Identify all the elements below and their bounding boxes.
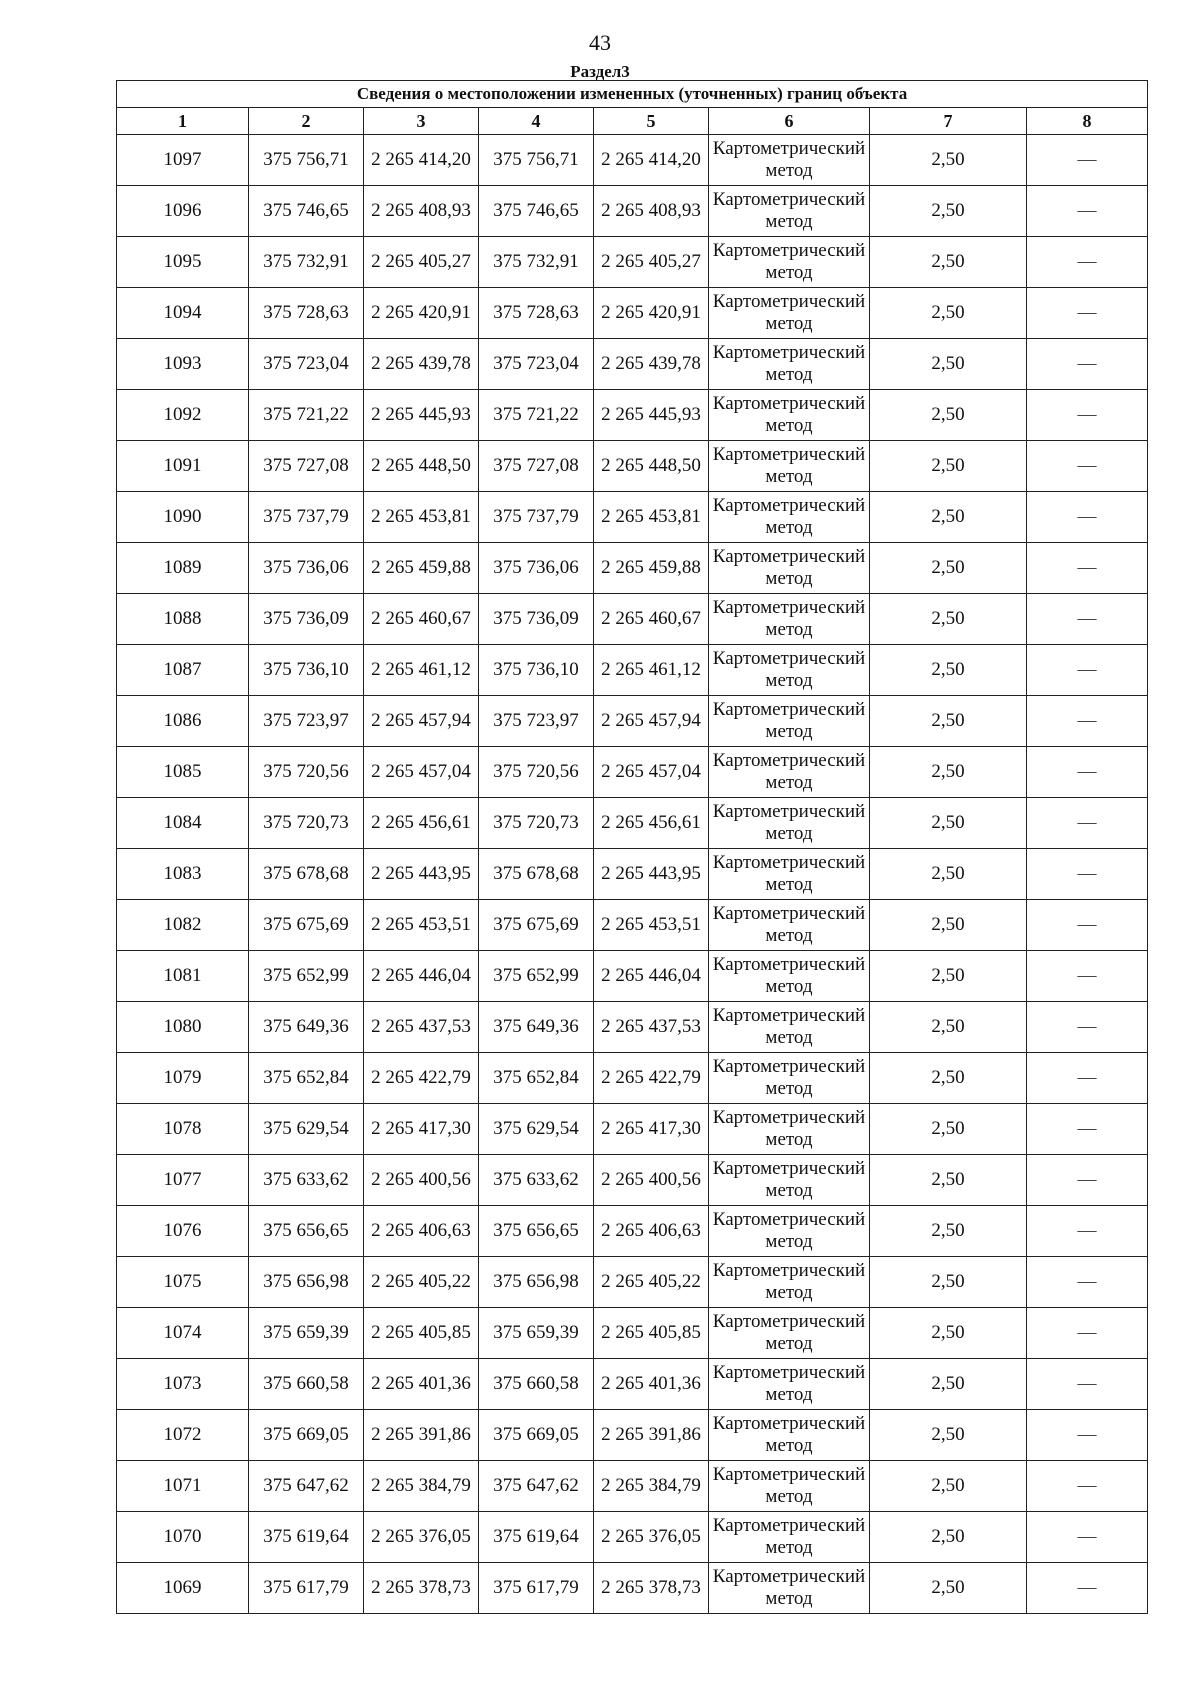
description-cell: — (1027, 1104, 1148, 1155)
y-coordinate-existing-cell: 2 265 445,93 (364, 390, 479, 441)
x-coordinate-refined-cell: 375 652,99 (479, 951, 594, 1002)
accuracy-cell: 2,50 (870, 900, 1027, 951)
y-coordinate-refined-cell: 2 265 448,50 (594, 441, 709, 492)
x-coordinate-existing-cell: 375 720,56 (249, 747, 364, 798)
y-coordinate-refined-cell: 2 265 437,53 (594, 1002, 709, 1053)
column-header: 2 (249, 108, 364, 135)
description-cell: — (1027, 645, 1148, 696)
accuracy-cell: 2,50 (870, 288, 1027, 339)
description-cell: — (1027, 1155, 1148, 1206)
description-cell: — (1027, 1308, 1148, 1359)
y-coordinate-existing-cell: 2 265 461,12 (364, 645, 479, 696)
table-row (117, 1308, 1148, 1359)
x-coordinate-existing-cell: 375 647,62 (249, 1461, 364, 1512)
accuracy-cell: 2,50 (870, 849, 1027, 900)
accuracy-cell: 2,50 (870, 1410, 1027, 1461)
description-cell: — (1027, 1257, 1148, 1308)
x-coordinate-refined-cell: 375 756,71 (479, 135, 594, 186)
description-cell: — (1027, 1206, 1148, 1257)
method-cell: Картометрический метод (709, 1308, 870, 1359)
x-coordinate-refined-cell: 375 629,54 (479, 1104, 594, 1155)
point-number-cell: 1081 (117, 951, 249, 1002)
column-header: 8 (1027, 108, 1148, 135)
y-coordinate-refined-cell: 2 265 453,51 (594, 900, 709, 951)
y-coordinate-refined-cell: 2 265 405,85 (594, 1308, 709, 1359)
accuracy-cell: 2,50 (870, 696, 1027, 747)
method-cell: Картометрический метод (709, 747, 870, 798)
point-number-cell: 1095 (117, 237, 249, 288)
table-body (117, 135, 1148, 1614)
point-number-cell: 1073 (117, 1359, 249, 1410)
x-coordinate-existing-cell: 375 723,97 (249, 696, 364, 747)
table-row (117, 645, 1148, 696)
accuracy-cell: 2,50 (870, 594, 1027, 645)
y-coordinate-refined-cell: 2 265 420,91 (594, 288, 709, 339)
method-cell: Картометрический метод (709, 135, 870, 186)
method-cell: Картометрический метод (709, 1104, 870, 1155)
x-coordinate-existing-cell: 375 629,54 (249, 1104, 364, 1155)
x-coordinate-refined-cell: 375 656,98 (479, 1257, 594, 1308)
x-coordinate-existing-cell: 375 660,58 (249, 1359, 364, 1410)
point-number-cell: 1085 (117, 747, 249, 798)
y-coordinate-existing-cell: 2 265 408,93 (364, 186, 479, 237)
y-coordinate-existing-cell: 2 265 443,95 (364, 849, 479, 900)
table-row (117, 747, 1148, 798)
point-number-cell: 1076 (117, 1206, 249, 1257)
point-number-cell: 1094 (117, 288, 249, 339)
column-header: 7 (870, 108, 1027, 135)
x-coordinate-refined-cell: 375 727,08 (479, 441, 594, 492)
y-coordinate-existing-cell: 2 265 446,04 (364, 951, 479, 1002)
x-coordinate-existing-cell: 375 737,79 (249, 492, 364, 543)
x-coordinate-refined-cell: 375 617,79 (479, 1563, 594, 1614)
point-number-cell: 1077 (117, 1155, 249, 1206)
table-row (117, 1359, 1148, 1410)
table-row (117, 1410, 1148, 1461)
x-coordinate-existing-cell: 375 649,36 (249, 1002, 364, 1053)
y-coordinate-refined-cell: 2 265 445,93 (594, 390, 709, 441)
y-coordinate-refined-cell: 2 265 417,30 (594, 1104, 709, 1155)
x-coordinate-refined-cell: 375 736,10 (479, 645, 594, 696)
table-row (117, 696, 1148, 747)
x-coordinate-refined-cell: 375 720,73 (479, 798, 594, 849)
x-coordinate-existing-cell: 375 736,09 (249, 594, 364, 645)
y-coordinate-existing-cell: 2 265 457,94 (364, 696, 479, 747)
y-coordinate-existing-cell: 2 265 417,30 (364, 1104, 479, 1155)
method-cell: Картометрический метод (709, 696, 870, 747)
y-coordinate-refined-cell: 2 265 453,81 (594, 492, 709, 543)
point-number-cell: 1090 (117, 492, 249, 543)
column-header: 6 (709, 108, 870, 135)
accuracy-cell: 2,50 (870, 1512, 1027, 1563)
y-coordinate-refined-cell: 2 265 408,93 (594, 186, 709, 237)
method-cell: Картометрический метод (709, 951, 870, 1002)
y-coordinate-existing-cell: 2 265 376,05 (364, 1512, 479, 1563)
table-row (117, 1257, 1148, 1308)
x-coordinate-refined-cell: 375 723,04 (479, 339, 594, 390)
description-cell: — (1027, 1563, 1148, 1614)
accuracy-cell: 2,50 (870, 135, 1027, 186)
table-row (117, 1053, 1148, 1104)
y-coordinate-existing-cell: 2 265 439,78 (364, 339, 479, 390)
x-coordinate-existing-cell: 375 678,68 (249, 849, 364, 900)
y-coordinate-existing-cell: 2 265 405,22 (364, 1257, 479, 1308)
x-coordinate-existing-cell: 375 720,73 (249, 798, 364, 849)
point-number-cell: 1097 (117, 135, 249, 186)
x-coordinate-refined-cell: 375 652,84 (479, 1053, 594, 1104)
method-cell: Картометрический метод (709, 1563, 870, 1614)
point-number-cell: 1096 (117, 186, 249, 237)
description-cell: — (1027, 594, 1148, 645)
accuracy-cell: 2,50 (870, 186, 1027, 237)
y-coordinate-refined-cell: 2 265 461,12 (594, 645, 709, 696)
boundary-coordinates-table (116, 80, 1148, 1614)
column-header: 1 (117, 108, 249, 135)
x-coordinate-refined-cell: 375 660,58 (479, 1359, 594, 1410)
table-row (117, 1512, 1148, 1563)
accuracy-cell: 2,50 (870, 747, 1027, 798)
table-row (117, 339, 1148, 390)
accuracy-cell: 2,50 (870, 1257, 1027, 1308)
point-number-cell: 1072 (117, 1410, 249, 1461)
method-cell: Картометрический метод (709, 900, 870, 951)
point-number-cell: 1079 (117, 1053, 249, 1104)
y-coordinate-refined-cell: 2 265 406,63 (594, 1206, 709, 1257)
description-cell: — (1027, 1002, 1148, 1053)
x-coordinate-existing-cell: 375 652,84 (249, 1053, 364, 1104)
description-cell: — (1027, 339, 1148, 390)
x-coordinate-refined-cell: 375 675,69 (479, 900, 594, 951)
y-coordinate-refined-cell: 2 265 422,79 (594, 1053, 709, 1104)
method-cell: Картометрический метод (709, 798, 870, 849)
table-row (117, 1563, 1148, 1614)
method-cell: Картометрический метод (709, 1155, 870, 1206)
table-row (117, 849, 1148, 900)
method-cell: Картометрический метод (709, 1257, 870, 1308)
y-coordinate-refined-cell: 2 265 457,04 (594, 747, 709, 798)
description-cell: — (1027, 696, 1148, 747)
y-coordinate-refined-cell: 2 265 443,95 (594, 849, 709, 900)
table-row (117, 288, 1148, 339)
table-title: Сведения о местоположении измененных (уточненных) границ объекта (117, 81, 1148, 108)
y-coordinate-existing-cell: 2 265 422,79 (364, 1053, 479, 1104)
point-number-cell: 1074 (117, 1308, 249, 1359)
table-row (117, 594, 1148, 645)
x-coordinate-refined-cell: 375 737,79 (479, 492, 594, 543)
y-coordinate-existing-cell: 2 265 405,85 (364, 1308, 479, 1359)
y-coordinate-refined-cell: 2 265 456,61 (594, 798, 709, 849)
point-number-cell: 1070 (117, 1512, 249, 1563)
x-coordinate-existing-cell: 375 675,69 (249, 900, 364, 951)
table-row (117, 492, 1148, 543)
x-coordinate-refined-cell: 375 723,97 (479, 696, 594, 747)
accuracy-cell: 2,50 (870, 1308, 1027, 1359)
point-number-cell: 1075 (117, 1257, 249, 1308)
description-cell: — (1027, 492, 1148, 543)
accuracy-cell: 2,50 (870, 492, 1027, 543)
table-row (117, 1002, 1148, 1053)
table-row (117, 186, 1148, 237)
y-coordinate-refined-cell: 2 265 460,67 (594, 594, 709, 645)
x-coordinate-refined-cell: 375 720,56 (479, 747, 594, 798)
description-cell: — (1027, 747, 1148, 798)
x-coordinate-existing-cell: 375 723,04 (249, 339, 364, 390)
table-row (117, 1155, 1148, 1206)
method-cell: Картометрический метод (709, 237, 870, 288)
y-coordinate-existing-cell: 2 265 460,67 (364, 594, 479, 645)
y-coordinate-refined-cell: 2 265 400,56 (594, 1155, 709, 1206)
point-number-cell: 1092 (117, 390, 249, 441)
y-coordinate-existing-cell: 2 265 456,61 (364, 798, 479, 849)
point-number-cell: 1080 (117, 1002, 249, 1053)
point-number-cell: 1088 (117, 594, 249, 645)
column-number-row (117, 108, 1148, 135)
x-coordinate-existing-cell: 375 619,64 (249, 1512, 364, 1563)
y-coordinate-existing-cell: 2 265 453,81 (364, 492, 479, 543)
y-coordinate-refined-cell: 2 265 378,73 (594, 1563, 709, 1614)
y-coordinate-existing-cell: 2 265 448,50 (364, 441, 479, 492)
method-cell: Картометрический метод (709, 1359, 870, 1410)
accuracy-cell: 2,50 (870, 1461, 1027, 1512)
x-coordinate-existing-cell: 375 656,98 (249, 1257, 364, 1308)
description-cell: — (1027, 288, 1148, 339)
x-coordinate-refined-cell: 375 669,05 (479, 1410, 594, 1461)
accuracy-cell: 2,50 (870, 1155, 1027, 1206)
point-number-cell: 1071 (117, 1461, 249, 1512)
accuracy-cell: 2,50 (870, 645, 1027, 696)
method-cell: Картометрический метод (709, 186, 870, 237)
y-coordinate-existing-cell: 2 265 406,63 (364, 1206, 479, 1257)
method-cell: Картометрический метод (709, 339, 870, 390)
y-coordinate-existing-cell: 2 265 437,53 (364, 1002, 479, 1053)
table-row (117, 798, 1148, 849)
x-coordinate-existing-cell: 375 746,65 (249, 186, 364, 237)
y-coordinate-refined-cell: 2 265 405,22 (594, 1257, 709, 1308)
method-cell: Картометрический метод (709, 1512, 870, 1563)
y-coordinate-existing-cell: 2 265 400,56 (364, 1155, 479, 1206)
point-number-cell: 1078 (117, 1104, 249, 1155)
accuracy-cell: 2,50 (870, 798, 1027, 849)
y-coordinate-existing-cell: 2 265 457,04 (364, 747, 479, 798)
description-cell: — (1027, 1359, 1148, 1410)
x-coordinate-refined-cell: 375 746,65 (479, 186, 594, 237)
table-row (117, 543, 1148, 594)
y-coordinate-refined-cell: 2 265 405,27 (594, 237, 709, 288)
method-cell: Картометрический метод (709, 288, 870, 339)
description-cell: — (1027, 186, 1148, 237)
y-coordinate-refined-cell: 2 265 459,88 (594, 543, 709, 594)
description-cell: — (1027, 135, 1148, 186)
x-coordinate-existing-cell: 375 732,91 (249, 237, 364, 288)
method-cell: Картометрический метод (709, 849, 870, 900)
x-coordinate-existing-cell: 375 721,22 (249, 390, 364, 441)
y-coordinate-refined-cell: 2 265 457,94 (594, 696, 709, 747)
table-row (117, 237, 1148, 288)
column-header: 4 (479, 108, 594, 135)
method-cell: Картометрический метод (709, 492, 870, 543)
method-cell: Картометрический метод (709, 1053, 870, 1104)
column-header: 3 (364, 108, 479, 135)
point-number-cell: 1089 (117, 543, 249, 594)
y-coordinate-existing-cell: 2 265 420,91 (364, 288, 479, 339)
y-coordinate-existing-cell: 2 265 414,20 (364, 135, 479, 186)
method-cell: Картометрический метод (709, 1461, 870, 1512)
y-coordinate-refined-cell: 2 265 376,05 (594, 1512, 709, 1563)
table-row (117, 441, 1148, 492)
accuracy-cell: 2,50 (870, 543, 1027, 594)
point-number-cell: 1093 (117, 339, 249, 390)
description-cell: — (1027, 441, 1148, 492)
table-row (117, 1461, 1148, 1512)
y-coordinate-refined-cell: 2 265 391,86 (594, 1410, 709, 1461)
x-coordinate-refined-cell: 375 732,91 (479, 237, 594, 288)
point-number-cell: 1069 (117, 1563, 249, 1614)
description-cell: — (1027, 237, 1148, 288)
description-cell: — (1027, 390, 1148, 441)
x-coordinate-refined-cell: 375 647,62 (479, 1461, 594, 1512)
point-number-cell: 1086 (117, 696, 249, 747)
accuracy-cell: 2,50 (870, 237, 1027, 288)
x-coordinate-existing-cell: 375 656,65 (249, 1206, 364, 1257)
y-coordinate-existing-cell: 2 265 459,88 (364, 543, 479, 594)
table-row (117, 900, 1148, 951)
table-row (117, 951, 1148, 1002)
x-coordinate-refined-cell: 375 728,63 (479, 288, 594, 339)
x-coordinate-refined-cell: 375 649,36 (479, 1002, 594, 1053)
column-header: 5 (594, 108, 709, 135)
x-coordinate-existing-cell: 375 736,06 (249, 543, 364, 594)
y-coordinate-existing-cell: 2 265 453,51 (364, 900, 479, 951)
x-coordinate-refined-cell: 375 736,09 (479, 594, 594, 645)
point-number-cell: 1091 (117, 441, 249, 492)
y-coordinate-existing-cell: 2 265 384,79 (364, 1461, 479, 1512)
x-coordinate-refined-cell: 375 619,64 (479, 1512, 594, 1563)
method-cell: Картометрический метод (709, 1206, 870, 1257)
accuracy-cell: 2,50 (870, 1206, 1027, 1257)
point-number-cell: 1087 (117, 645, 249, 696)
x-coordinate-existing-cell: 375 669,05 (249, 1410, 364, 1461)
x-coordinate-refined-cell: 375 721,22 (479, 390, 594, 441)
method-cell: Картометрический метод (709, 390, 870, 441)
x-coordinate-existing-cell: 375 756,71 (249, 135, 364, 186)
point-number-cell: 1083 (117, 849, 249, 900)
y-coordinate-refined-cell: 2 265 439,78 (594, 339, 709, 390)
description-cell: — (1027, 543, 1148, 594)
point-number-cell: 1084 (117, 798, 249, 849)
y-coordinate-existing-cell: 2 265 401,36 (364, 1359, 479, 1410)
description-cell: — (1027, 798, 1148, 849)
x-coordinate-existing-cell: 375 727,08 (249, 441, 364, 492)
description-cell: — (1027, 1461, 1148, 1512)
x-coordinate-existing-cell: 375 617,79 (249, 1563, 364, 1614)
table-row (117, 1206, 1148, 1257)
y-coordinate-refined-cell: 2 265 401,36 (594, 1359, 709, 1410)
method-cell: Картометрический метод (709, 594, 870, 645)
accuracy-cell: 2,50 (870, 951, 1027, 1002)
method-cell: Картометрический метод (709, 645, 870, 696)
table-row (117, 1104, 1148, 1155)
x-coordinate-existing-cell: 375 736,10 (249, 645, 364, 696)
accuracy-cell: 2,50 (870, 441, 1027, 492)
x-coordinate-refined-cell: 375 659,39 (479, 1308, 594, 1359)
description-cell: — (1027, 1410, 1148, 1461)
accuracy-cell: 2,50 (870, 1053, 1027, 1104)
description-cell: — (1027, 951, 1148, 1002)
y-coordinate-existing-cell: 2 265 405,27 (364, 237, 479, 288)
method-cell: Картометрический метод (709, 1410, 870, 1461)
accuracy-cell: 2,50 (870, 390, 1027, 441)
x-coordinate-refined-cell: 375 656,65 (479, 1206, 594, 1257)
y-coordinate-refined-cell: 2 265 414,20 (594, 135, 709, 186)
method-cell: Картометрический метод (709, 543, 870, 594)
x-coordinate-refined-cell: 375 633,62 (479, 1155, 594, 1206)
table-row (117, 390, 1148, 441)
method-cell: Картометрический метод (709, 441, 870, 492)
x-coordinate-refined-cell: 375 736,06 (479, 543, 594, 594)
description-cell: — (1027, 1053, 1148, 1104)
description-cell: — (1027, 1512, 1148, 1563)
method-cell: Картометрический метод (709, 1002, 870, 1053)
x-coordinate-existing-cell: 375 652,99 (249, 951, 364, 1002)
y-coordinate-existing-cell: 2 265 391,86 (364, 1410, 479, 1461)
y-coordinate-refined-cell: 2 265 446,04 (594, 951, 709, 1002)
y-coordinate-existing-cell: 2 265 378,73 (364, 1563, 479, 1614)
accuracy-cell: 2,50 (870, 1002, 1027, 1053)
page-number: 43 (589, 30, 611, 55)
section-label: Раздел3 (570, 62, 630, 81)
accuracy-cell: 2,50 (870, 339, 1027, 390)
y-coordinate-refined-cell: 2 265 384,79 (594, 1461, 709, 1512)
table-row (117, 135, 1148, 186)
x-coordinate-existing-cell: 375 633,62 (249, 1155, 364, 1206)
x-coordinate-existing-cell: 375 728,63 (249, 288, 364, 339)
accuracy-cell: 2,50 (870, 1563, 1027, 1614)
point-number-cell: 1082 (117, 900, 249, 951)
x-coordinate-existing-cell: 375 659,39 (249, 1308, 364, 1359)
description-cell: — (1027, 900, 1148, 951)
description-cell: — (1027, 849, 1148, 900)
accuracy-cell: 2,50 (870, 1359, 1027, 1410)
accuracy-cell: 2,50 (870, 1104, 1027, 1155)
x-coordinate-refined-cell: 375 678,68 (479, 849, 594, 900)
